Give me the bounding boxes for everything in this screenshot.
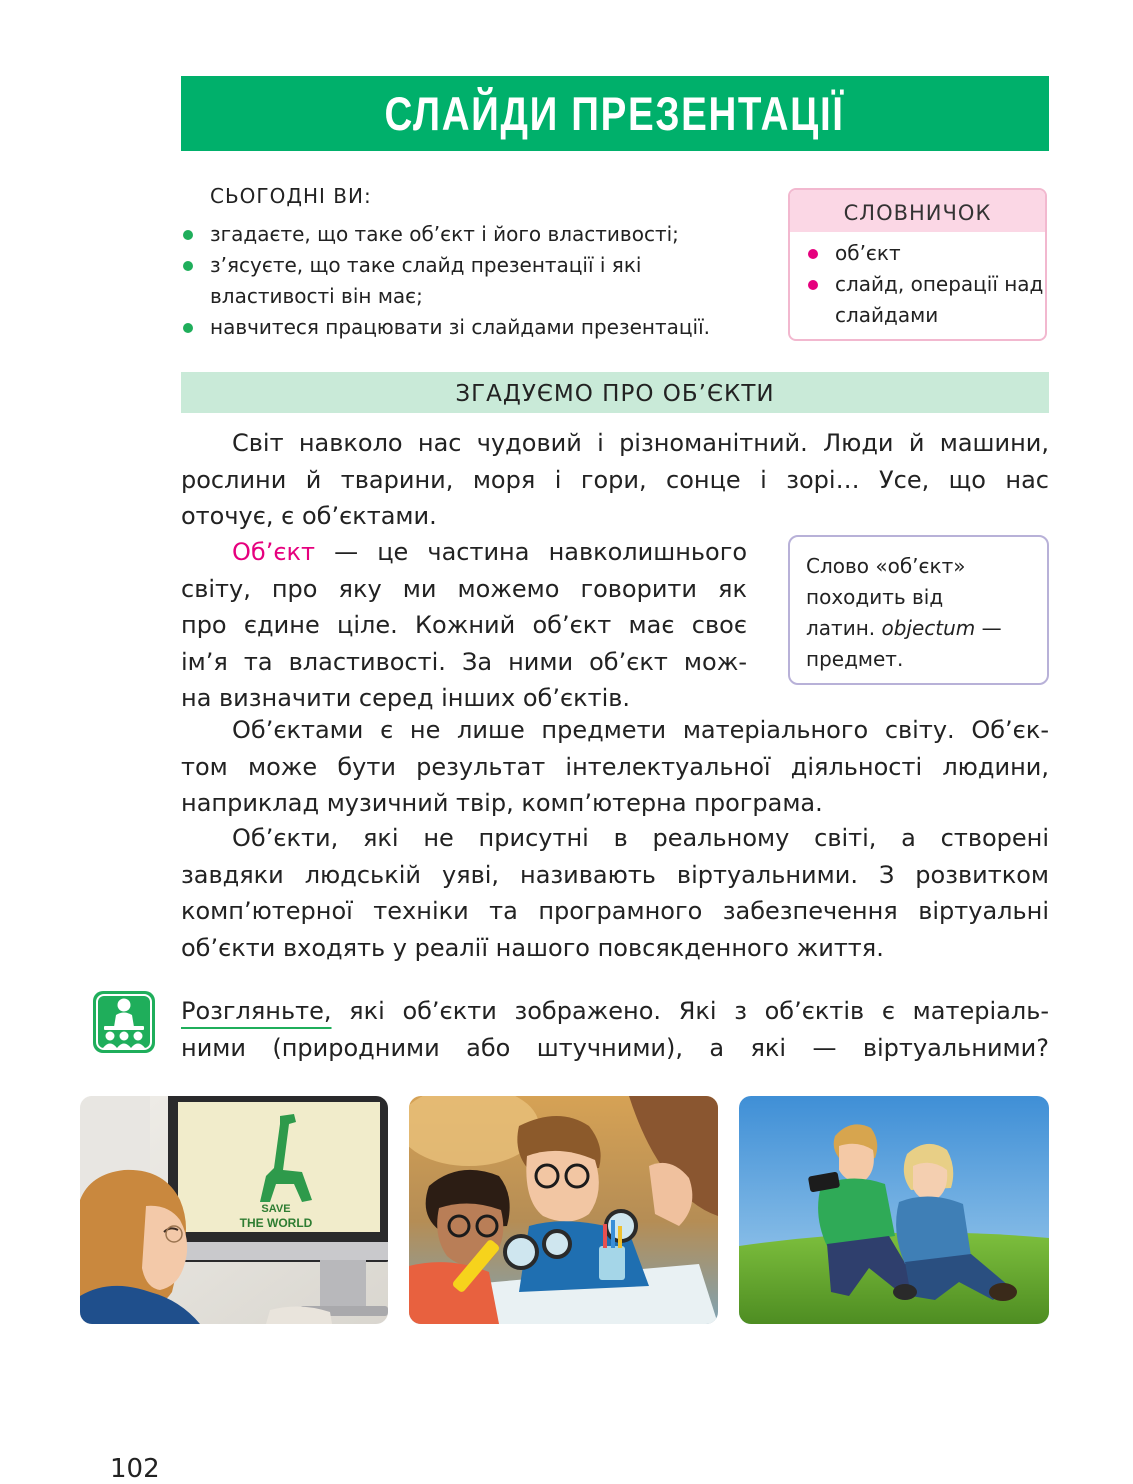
glossary-heading: СЛОВНИЧОК [790,190,1045,232]
paragraph-1 [181,425,1049,535]
bullet-icon [808,249,818,259]
note-line: латин. objectum — [806,616,1002,640]
text-line: про єдине ціле. Кожний об’єкт має своє [181,611,747,639]
glossary-list [790,232,1045,331]
photo-child-computer [80,1096,388,1324]
note-line: Слово «об’єкт» [806,554,966,578]
screen-slogan-line: SAVE [261,1203,291,1215]
paragraph-3 [181,712,1049,822]
bullet-icon [183,230,193,240]
note-line: предмет. [806,647,904,671]
text-line: наприклад музичний твір, комп’ютерна програма. [181,789,823,817]
text-line: Об’єкти, які не присутні в реальному світі, а створені [232,824,1049,852]
photo-kids-phone-grass [739,1096,1049,1324]
goal-item: з’ясуєте, що таке слайд презентації і які властивості він має; [181,250,771,312]
bullet-icon [183,323,193,333]
goal-item: згадаєте, що таке об’єкт і його властивості; [181,219,771,250]
text-line: завдяки людській уяві, називають віртуальними. З розвитком [181,860,1049,889]
text-line: об’єкти входять у реалії нашого повсякденного життя. [181,933,884,962]
goal-item: навчитеся працювати зі слайдами презентації. [181,312,771,343]
etymology-note [788,535,1049,685]
group-work-icon [92,990,156,1054]
text-line: Світ навколо нас чудовий і різноманітний. Люди й машини, [232,429,1049,457]
paragraph-4 [181,820,1049,966]
bullet-icon [183,261,193,271]
screen-slogan-line: THE WORLD [239,1216,313,1230]
page-number: 102 [110,1454,160,1484]
text-line: Об’єкт — це частина навколишнього [232,538,747,566]
goals-list [181,219,771,343]
text-line: Розгляньте, які об’єкти зображено. Які з об’єктів є матеріаль- [181,997,1049,1025]
text-line: комп’ютерної техніки та програмного забезпечення віртуальні [181,897,1049,925]
glossary-box [788,188,1047,341]
text-line: ними (природними або штучними), а які — віртуальними? [181,1033,1049,1062]
definition-paragraph [181,534,747,717]
title-banner [181,76,1049,151]
action-verb: Розгляньте, [181,997,332,1025]
page-title: СЛАЙДИ ПРЕЗЕНТАЦІЇ [384,87,846,140]
text-line: на визначити серед інших об’єктів. [181,684,631,712]
text-line: рослини й тварини, моря і гори, сонце і зорі… Усе, що нас [181,465,1049,494]
definition-term: Об’єкт [232,538,315,566]
note-line: походить від [806,585,944,609]
task-text [181,993,1049,1066]
latin-word: objectum [881,616,976,640]
bullet-icon [808,280,818,290]
text-line: Об’єктами є не лише предмети матеріального світу. Об’єк- [232,716,1049,744]
section-heading: ЗГАДУЄМО ПРО ОБ’ЄКТИ [181,372,1049,413]
text-line: оточує, є об’єктами. [181,502,437,530]
text-line: том може бути результат інтелектуальної діяльності людини, [181,752,1049,781]
text-line: ім’я та властивості. За ними об’єкт мож- [181,647,747,676]
photo-kids-magnifiers [409,1096,718,1324]
text-line: світу, про яку ми можемо говорити як [181,574,747,603]
today-heading: СЬОГОДНІ ВИ: [210,184,372,208]
glossary-item: слайд, операції над слайдами [806,269,1045,331]
glossary-item: об’єкт [806,238,1045,269]
